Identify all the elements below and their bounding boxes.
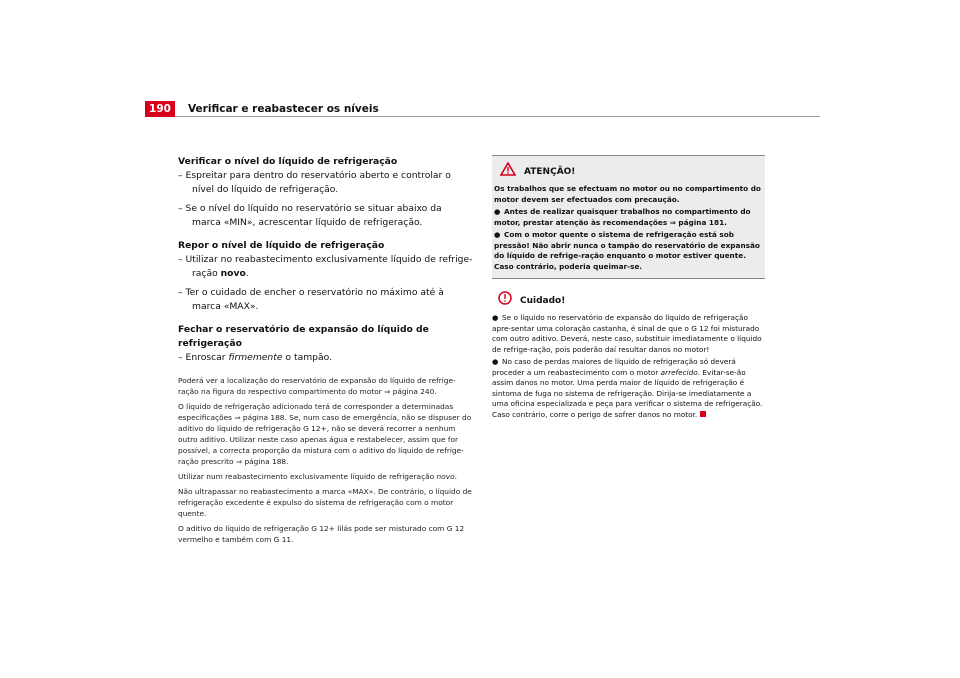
step-item: – Ter o cuidado de encher o reservatório no máximo até à marca «MAX». [178,287,444,312]
section-heading-check-level: Verificar o nível do líquido de refrigeração [178,156,398,167]
note-paragraph: O aditivo do líquido de refrigeração G 12+ lilás pode ser misturado com G 12 vermelho e também com G 11. [178,524,465,544]
step-text-end: . [245,268,249,279]
note-text: Utilizar num reabastecimento exclusivamente líquido de refrigeração [178,472,437,481]
section-end-marker-icon [700,411,706,417]
warning-box [492,155,765,279]
right-column [492,155,765,422]
step-text: – Enroscar [178,352,229,363]
warning-title [494,162,763,181]
header-title: Verificar e reabastecer os níveis [188,103,379,115]
step-item: – Espreitar para dentro do reservatório aberto e controlar o nível do líquido de refrigeração. [178,170,451,195]
note-emphasis: novo [436,472,455,481]
notes-block [178,375,473,545]
note-paragraph [178,471,473,482]
warning-bullet-text: Com o motor quente o sistema de refrigeração está sob pressão! Não abrir nunca o tampão do reservatório de expansão do líquido de refrige-ração enquanto o motor estiver quente. Caso contrário, poderia queimar-se. [494,230,760,271]
caution-emphasis: arrefecido [660,367,698,377]
bullet-icon: ● [492,313,499,322]
caution-bullet-text: No caso de perdas maiores de líquido de refrigeração só deverá proceder a um reabastecimento com o motor [492,357,736,377]
note-paragraph: Poderá ver a localização do reservatório de expansão do líquido de refrige-ração na figura do respectivo compartimento do motor ⇒ página 240. [178,376,456,396]
section-heading-close-reservoir: Fechar o reservatório de expansão do líquido de refrigeração [178,324,429,349]
warning-title-text: ATENÇÃO! [524,166,576,177]
caution-bullet-text-end: . Evitar-se-ão assim danos no motor. Uma perda maior de líquido de refrigeração é sintoma de fuga no sistema de refrigeração. Dirija-se imediatamente a uma oficina especializada e peça para verificar o sistema de refrigeração. Caso contrário, corre o perigo de sofrer danos no motor. [492,367,763,419]
step-emphasis: firmemente [228,352,283,363]
step-item: – Se o nível do líquido no reservatório se situar abaixo da marca «MIN», acrescentar líquido de refrigeração. [178,203,442,228]
page-number: 190 [145,101,175,117]
note-paragraph: Não ultrapassar no reabastecimento a marca «MAX». De contrário, o líquido de refrigeração excedente é expulso do sistema de refrigeração com o motor quente. [178,487,472,518]
left-column [178,155,473,549]
warning-intro: Os trabalhos que se efectuam no motor ou no compartimento do motor devem ser efectuados com precaução. [494,184,761,204]
step-item [178,351,473,365]
warning-bullet [494,230,763,272]
step-item [178,253,473,281]
warning-bullet [494,207,763,228]
page-header [145,101,820,117]
step-text: – Utilizar no reabastecimento exclusivamente líquido de refrige-ração [178,254,473,279]
header-rule [175,116,820,117]
caution-bullet-text: Se o líquido no reservatório de expansão do líquido de refrigeração apre-sentar uma coloração castanha, é sinal de que o G 12 foi misturado com outro aditivo. Deverá, neste caso, substituir imediatamente o líquido de refrige-ração, pois poderão daí resultar danos no motor! [492,313,762,354]
note-paragraph: O líquido de refrigeração adicionado terá de corresponder a determinadas especificações ⇒ página 188. Se, num caso de emergência, não se dispuser do aditivo do líquido de refrigeração G 12+, não se deverá recorrer a nenhum outro aditivo. Utilizar neste caso apenas água e restabelecer, assim que for possível, a correcta proporção da mistura com o aditivo do líquido de refrige-ração prescrito ⇒ página 188. [178,402,472,466]
caution-exclamation-icon [498,291,512,310]
bullet-icon: ● [494,207,501,216]
step-text-end: o tampão. [282,352,333,363]
section-heading-refill: Repor o nível de líquido de refrigeração [178,240,385,251]
bullet-icon: ● [494,230,501,239]
bullet-icon: ● [492,357,499,366]
caution-title [492,291,765,310]
caution-bullet [492,313,765,355]
warning-bullet-text: Antes de realizar quaisquer trabalhos no compartimento do motor, prestar atenção às recomendações ⇒ página 181. [494,207,751,227]
caution-bullet [492,357,765,420]
caution-title-text: Cuidado! [520,295,566,306]
warning-triangle-icon [500,162,516,181]
note-text-end: . [454,472,457,481]
step-emphasis: novo [220,268,246,279]
